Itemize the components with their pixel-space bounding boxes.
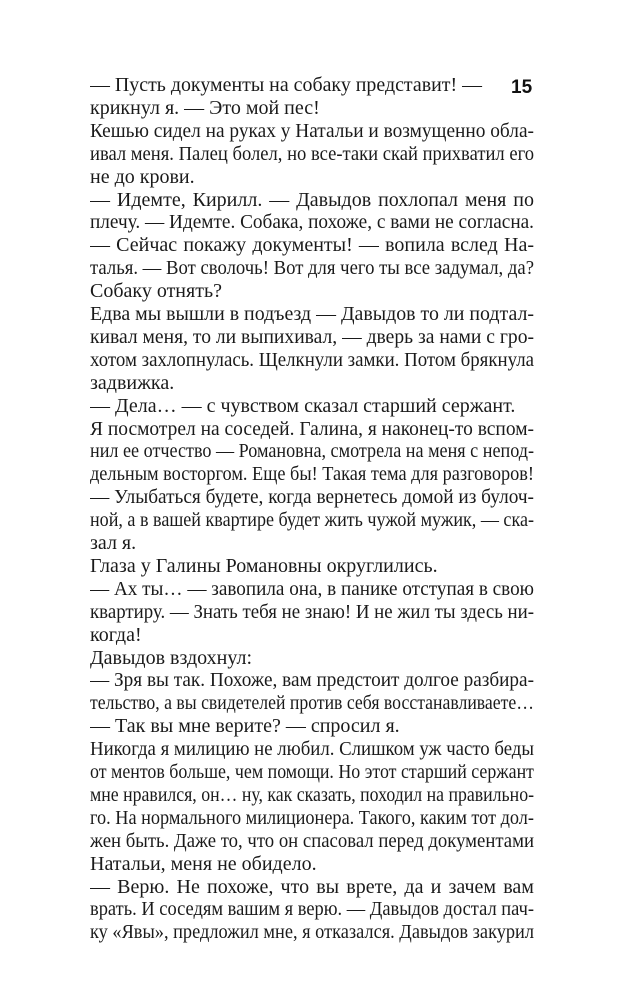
text-line: задвижка.	[90, 371, 175, 394]
text-line: Я посмотрел на соседей. Галина, я наконец-то вспом-	[90, 417, 535, 440]
text-line: Глаза у Галины Романовны округлились.	[90, 554, 438, 577]
text-line: от ментов больше, чем помощи. Но этот старший сержант	[90, 761, 535, 783]
page-number: 15	[511, 77, 533, 98]
text-line: хотом захлопнулась. Щелкнули замки. Потом брякнула	[90, 348, 534, 371]
text-line: Давыдов вздохнул:	[90, 646, 253, 669]
text-line: зал я.	[90, 532, 137, 554]
text-line: тельство, а вы свидетелей против себя восстанавливаете…	[90, 692, 534, 715]
text-line: жен быть. Даже то, что он спасовал перед документами	[90, 829, 534, 852]
text-line: Кешью сидел на руках у Натальи и возмущенно обла-	[90, 119, 534, 142]
text-line: плечу. — Идемте. Собака, похоже, с вами не согласна.	[90, 211, 535, 234]
text-line: крикнул я. — Это мой пес!	[90, 96, 320, 119]
text-line: — Сейчас покажу документы! — вопила вслед На-	[90, 234, 534, 257]
text-line: — Зря вы так. Похоже, вам предстоит долгое разбира-	[90, 669, 534, 692]
text-line: кивал меня, то ли выпихивал, — дверь за нами с гро-	[90, 325, 535, 348]
text-line: нил ее отчество — Романовна, смотрела на меня с непод-	[90, 440, 535, 463]
text-line: — Ах ты… — завопила она, в панике отступая в свою	[90, 577, 534, 600]
text-line: — Верю. Не похоже, что вы врете, да и зачем вам	[90, 875, 534, 898]
text-line: Собаку отнять?	[90, 280, 222, 303]
text-line: не до крови.	[90, 165, 195, 188]
text-line: врать. И соседям вашим я верю. — Давыдов достал пач-	[90, 898, 534, 921]
text-line: го. На нормального милиционера. Такого, каким тот дол-	[90, 806, 534, 829]
text-line: — Дела… — с чувством сказал старший сержант.	[90, 394, 516, 417]
text-line: мне нравился, он… ну, как сказать, походил на правильно-	[90, 783, 535, 806]
text-line: Едва мы вышли в подъезд — Давыдов то ли подтал-	[90, 303, 535, 325]
text-line: когда!	[90, 623, 142, 646]
text-line: ивал меня. Палец болел, но все-таки скай прихватил его	[90, 142, 535, 165]
text-line: Никогда я милицию не любил. Слишком уж часто беды	[90, 738, 535, 761]
text-line: дельным восторгом. Еще бы! Такая тема для разговоров!	[90, 463, 535, 486]
text-line: — Идемте, Кирилл. — Давыдов похлопал меня по	[90, 188, 534, 211]
text-line: Натальи, меня не обидело.	[90, 852, 317, 875]
text-line: — Улыбаться будете, когда вернетесь домой из булоч-	[90, 486, 534, 509]
text-line: ку «Явы», предложил мне, я отказался. Давыдов закурил	[90, 921, 535, 944]
text-line: квартиру. — Знать тебя не знаю! И не жил ты здесь ни-	[90, 600, 535, 623]
text-line: ной, а в вашей квартире будет жить чужой мужик, — ска-	[90, 509, 534, 532]
text-line: талья. — Вот сволочь! Вот для чего ты все задумал, да?	[90, 257, 535, 280]
text-line: — Так вы мне верите? — спросил я.	[90, 715, 400, 738]
text-line: — Пусть документы на собаку представит! —	[90, 74, 483, 96]
